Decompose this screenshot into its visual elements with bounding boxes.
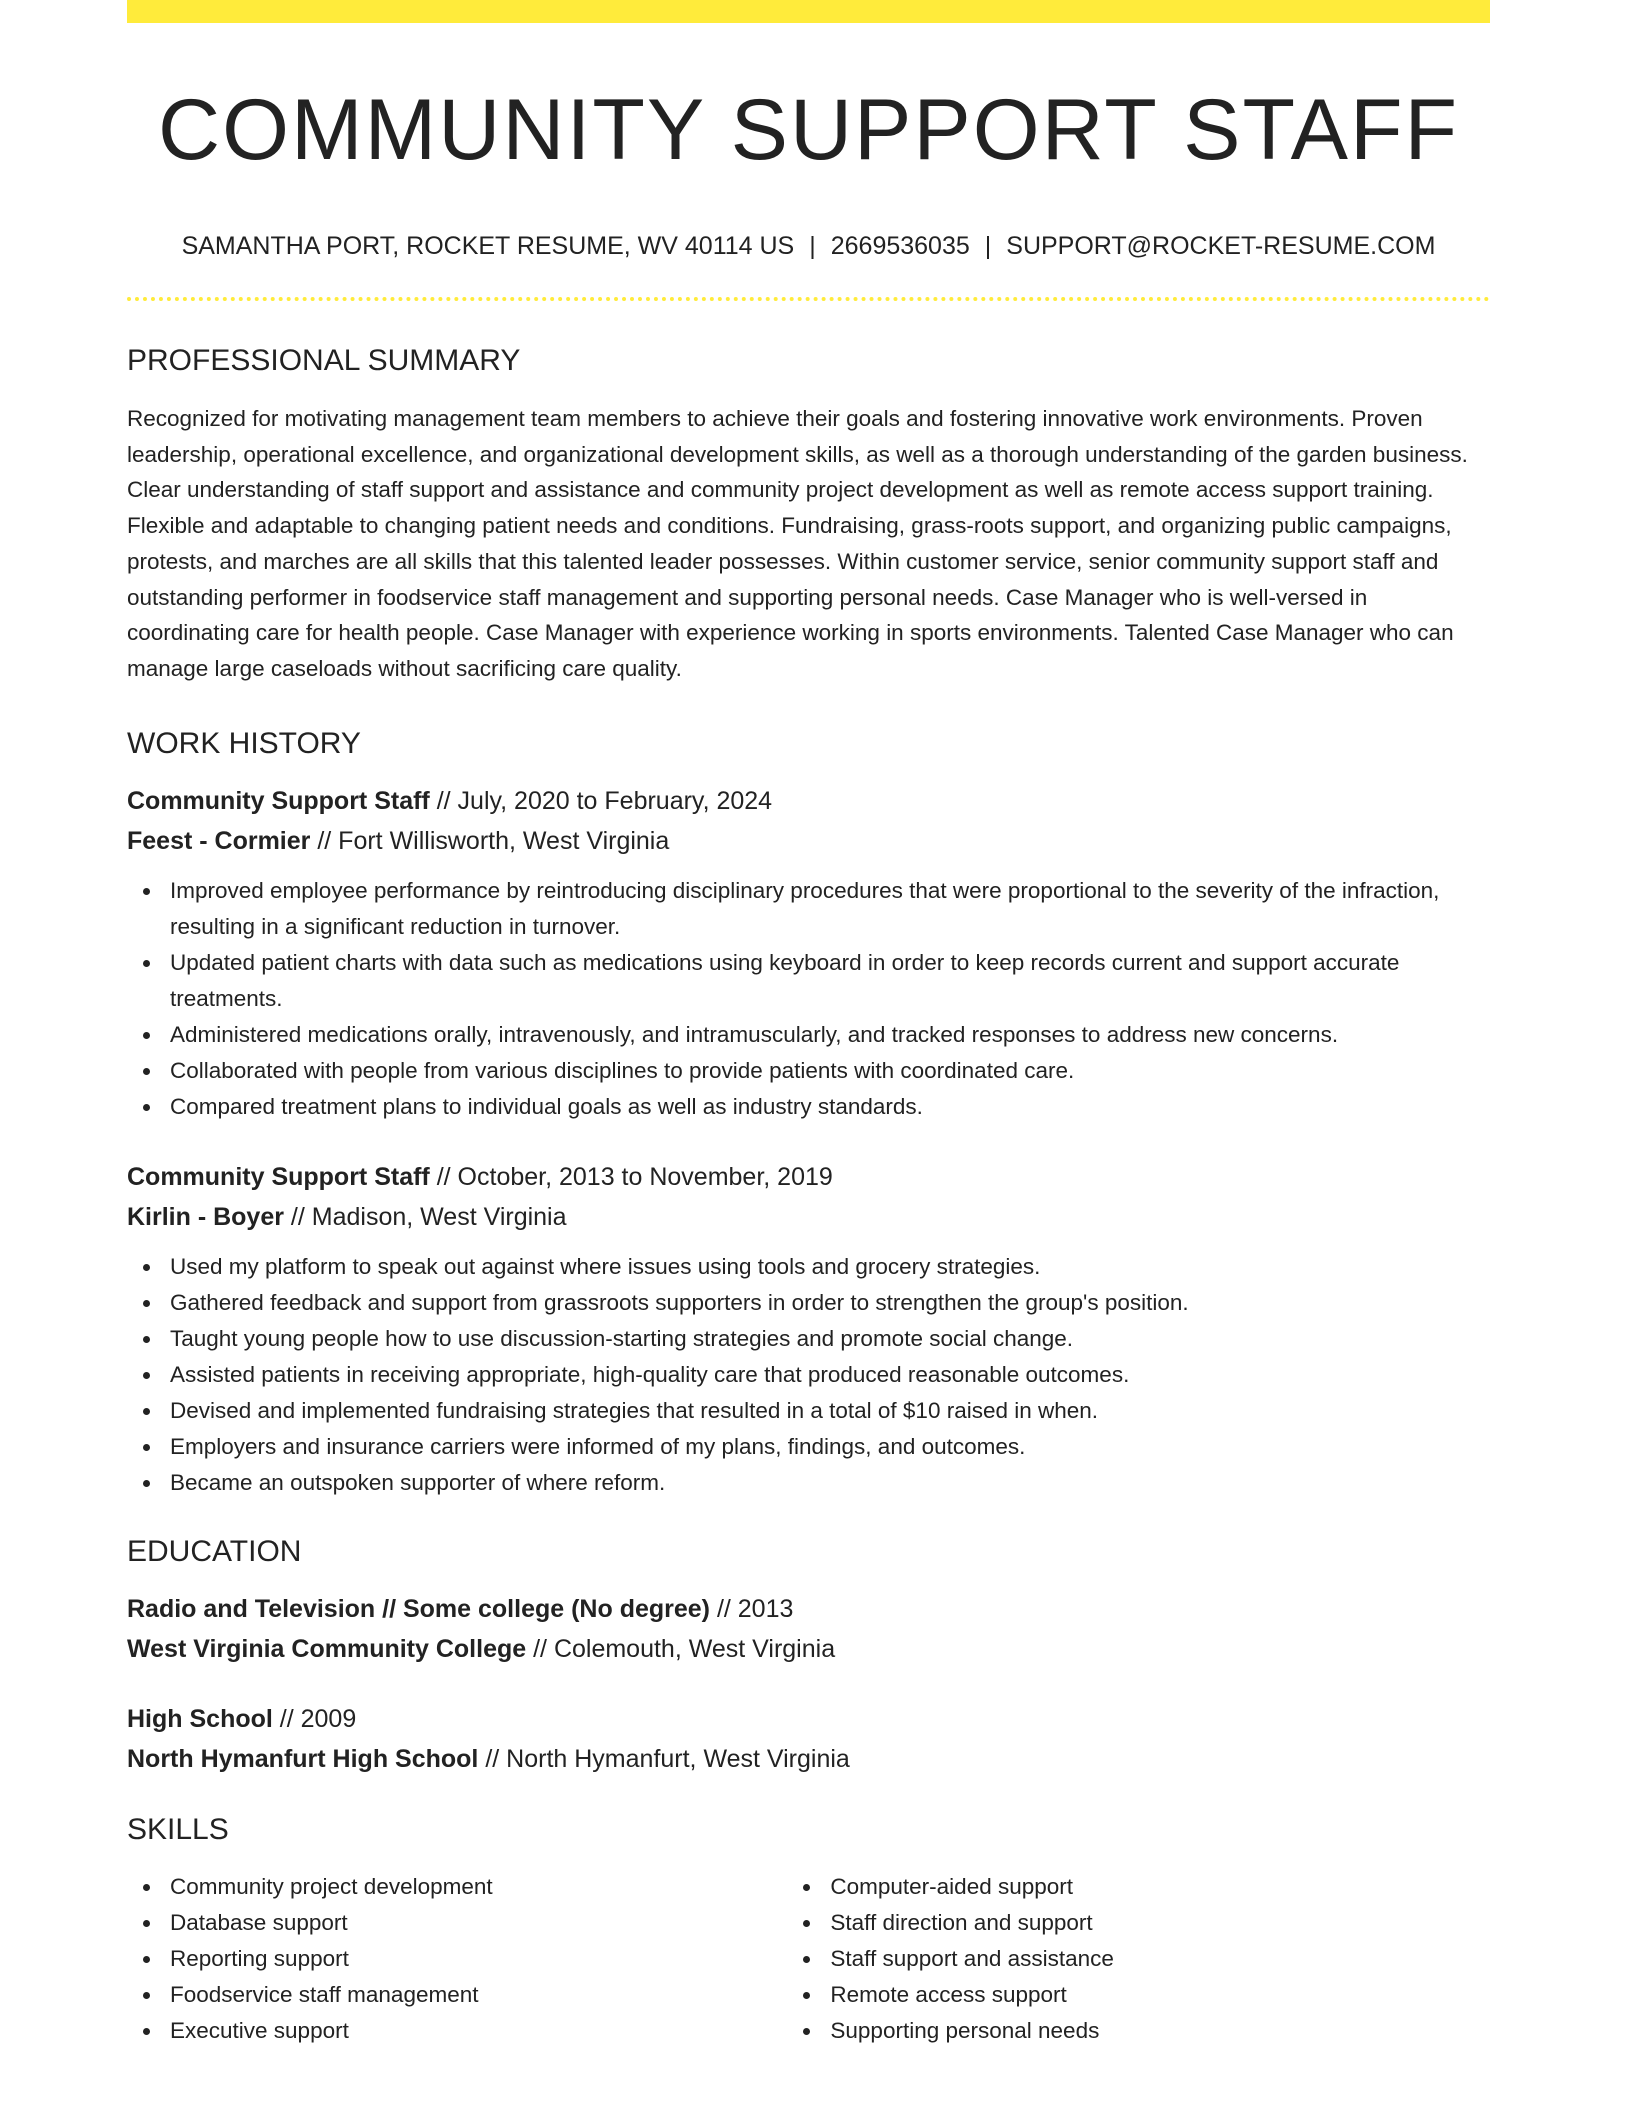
skills-columns (127, 1869, 1490, 2049)
list-item: Became an outspoken supporter of where reform. (170, 1465, 1490, 1501)
skills-heading: SKILLS (127, 1812, 229, 1846)
skill-item: Staff direction and support (830, 1905, 1490, 1941)
job-bullets (127, 1249, 1490, 1501)
list-item: Improved employee performance by reintroducing disciplinary procedures that were proportional to the severity of the infraction, resulting in a significant reduction in turnover. (170, 873, 1490, 945)
top-accent-bar (127, 0, 1490, 23)
job-location: // Madison, West Virginia (283, 1202, 567, 1231)
skill-item: Database support (170, 1905, 787, 1941)
job-company-line (127, 821, 1490, 861)
skill-item: Remote access support (830, 1977, 1490, 2013)
job-title-line (127, 781, 1490, 821)
job-bullets (127, 873, 1490, 1125)
education-heading: EDUCATION (127, 1534, 302, 1568)
education-location: // Colemouth, West Virginia (526, 1634, 836, 1663)
job-company: Feest - Cormier (127, 826, 311, 855)
work-history-heading: WORK HISTORY (127, 726, 361, 760)
job-title: Community Support Staff (127, 786, 430, 815)
contact-email: SUPPORT@ROCKET-RESUME.COM (1006, 232, 1436, 260)
education-degree: High School (127, 1704, 273, 1733)
skill-item: Executive support (170, 2013, 787, 2049)
job-title-line (127, 1157, 1490, 1197)
education-school: North Hymanfurt High School (127, 1744, 479, 1773)
skill-item: Supporting personal needs (830, 2013, 1490, 2049)
education-school-line (127, 1739, 1490, 1779)
list-item: Updated patient charts with data such as medications using keyboard in order to keep records current and support accurate treatments. (170, 945, 1490, 1017)
list-item: Devised and implemented fundraising strategies that resulted in a total of $10 raised in when. (170, 1393, 1490, 1429)
education-location: // North Hymanfurt, West Virginia (478, 1744, 850, 1773)
job-title: Community Support Staff (127, 1162, 430, 1191)
list-item: Employers and insurance carriers were informed of my plans, findings, and outcomes. (170, 1429, 1490, 1465)
education-degree-line (127, 1589, 1490, 1629)
skill-item: Community project development (170, 1869, 787, 1905)
skill-item: Computer-aided support (830, 1869, 1490, 1905)
contact-line (127, 234, 1490, 259)
job-dates: // July, 2020 to February, 2024 (429, 786, 773, 815)
list-item: Assisted patients in receiving appropriate, high-quality care that produced reasonable outcomes. (170, 1357, 1490, 1393)
education-degree: Radio and Television // Some college (No degree) (127, 1594, 710, 1623)
education-year: // 2009 (272, 1704, 357, 1733)
education-school: West Virginia Community College (127, 1634, 527, 1663)
list-item: Gathered feedback and support from grassroots supporters in order to strengthen the group's position. (170, 1285, 1490, 1321)
summary-text: Recognized for motivating management team members to achieve their goals and fostering innovative work environments. Proven leadership, operational excellence, and organizational development skills, as well as a thorough understanding of the garden business. Clear understanding of staff support and assistance and community project development as well as remote access support training. Flexible and adaptable to changing patient needs and conditions. Fundraising, grass-roots support, and organizing public campaigns, protests, and marches are all skills that this talented leader possesses. Within customer service, senior community support staff and outstanding performer in foodservice staff management and supporting personal needs. Case Manager who is well-versed in coordinating care for health people. Case Manager with experience working in sports environments. Talented Case Manager who can manage large caseloads without sacrificing care quality. (127, 406, 1468, 681)
resume-title: COMMUNITY SUPPORT STAFF (157, 82, 1460, 178)
resume-page (127, 0, 1490, 2049)
list-item: Compared treatment plans to individual goals as well as industry standards. (170, 1089, 1490, 1125)
skills-list-left (127, 1869, 787, 2049)
education-degree-line (127, 1699, 1490, 1739)
contact-separator: | (984, 232, 992, 260)
skill-item: Staff support and assistance (830, 1941, 1490, 1977)
list-item: Taught young people how to use discussion-starting strategies and promote social change. (170, 1321, 1490, 1357)
summary-heading: PROFESSIONAL SUMMARY (127, 344, 521, 377)
contact-separator: | (809, 232, 816, 260)
job-company-line (127, 1197, 1490, 1237)
list-item: Administered medications orally, intravenously, and intramuscularly, and tracked responses to address new concerns. (170, 1017, 1490, 1053)
list-item: Used my platform to speak out against where issues using tools and grocery strategies. (170, 1249, 1490, 1285)
skill-item: Foodservice staff management (170, 1977, 787, 2013)
skills-list-right (787, 1869, 1490, 2049)
contact-address: SAMANTHA PORT, ROCKET RESUME, WV 40114 US (181, 232, 795, 260)
education-year: // 2013 (710, 1594, 794, 1623)
list-item: Collaborated with people from various disciplines to provide patients with coordinated care. (170, 1053, 1490, 1089)
skill-item: Reporting support (170, 1941, 787, 1977)
job-company: Kirlin - Boyer (127, 1202, 284, 1231)
job-dates: // October, 2013 to November, 2019 (429, 1162, 833, 1191)
contact-phone: 2669536035 (830, 232, 970, 260)
header-divider (127, 297, 1490, 301)
job-location: // Fort Willisworth, West Virginia (310, 826, 670, 855)
education-school-line (127, 1629, 1490, 1669)
